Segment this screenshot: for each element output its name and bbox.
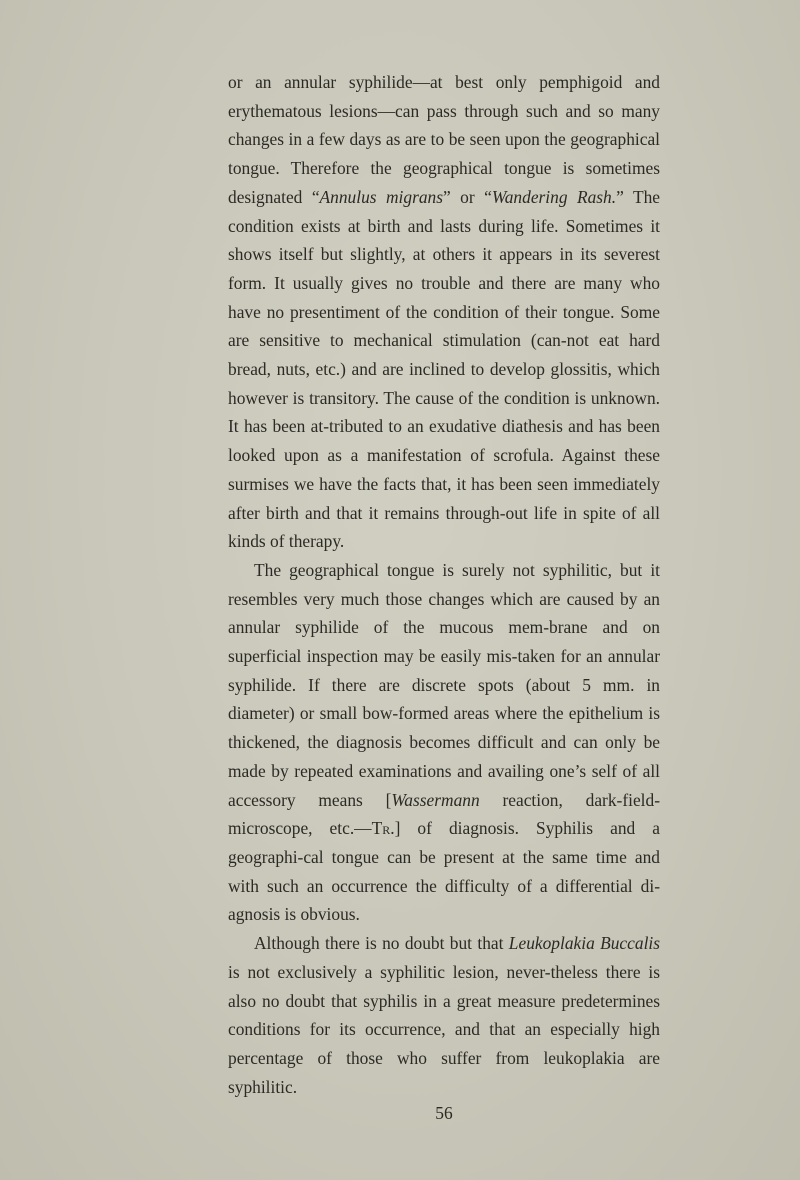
text-segment-smallcaps: Tr. — [371, 818, 395, 839]
text-segment: ” The condition exists at birth and lasts during life. Sometimes it shows itself but slightly, at others it appears in its severest form. It usually gives no trouble and there are many who have no presentiment of the condition of their tongue. Some are sensitive to mechanical stimulation (can-not eat hard bread, nuts, etc.) and are inclined to develop glossitis, which however is transitory. The cause of the condition is unknown. It has been at-tributed to an exudative diathesis and has been looked upon as a manifestation of scrofula. Against these surmises we have the facts that, it has been seen immediately after birth and that it remains through-out life in spite of all kinds of therapy. — [228, 186, 660, 552]
text-segment-italic: Annulus migrans — [319, 186, 444, 207]
text-segment: ” or “ — [443, 186, 492, 207]
text-segment: The geographical tongue is surely not syphilitic, but it resembles very much those changes which are caused by an annular syphilide of the mucous mem-brane and on superficial inspection may be easily mis-taken for an annular syphilide. If there are discrete spots (about 5 mm. in diameter) or small bow-formed areas where the epithelium is thickened, the diagnosis becomes difficult and can only be made by repeated examinations and availing one’s self of all accessory means [ — [228, 559, 660, 810]
paragraph-2 — [228, 556, 660, 929]
text-segment: ] of diagnosis. Syphilis and a geographi-cal tongue can be present at the same time and with such an occurrence the difficulty of a differential di-agnosis is obvious. — [228, 818, 660, 925]
page-text-block — [228, 68, 660, 1125]
text-segment-italic: Leukoplakia Buccalis — [508, 933, 660, 954]
text-segment-italic: Wassermann — [391, 789, 480, 810]
text-segment-italic: Wandering Rash. — [491, 186, 617, 207]
page-number: 56 — [435, 1103, 453, 1124]
paragraph-3 — [228, 929, 660, 1101]
text-segment: or an annular syphilide—at best only pemphigoid and erythematous lesions—can pass through such and so many changes in a few days as are to be seen upon the geographical tongue. Therefore the geographical tongue is sometimes designated “ — [228, 72, 660, 207]
text-segment: Although there is no doubt but that — [254, 933, 509, 954]
text-segment: reaction, dark-field-microscope, etc.— — [228, 789, 660, 839]
paragraph-1 — [228, 68, 660, 556]
text-segment: is not exclusively a syphilitic lesion, never-theless there is also no doubt that syphilis in a great measure predetermines conditions for its occurrence, and that an especially high percentage of those who suffer from leukoplakia are syphilitic. — [228, 961, 660, 1097]
